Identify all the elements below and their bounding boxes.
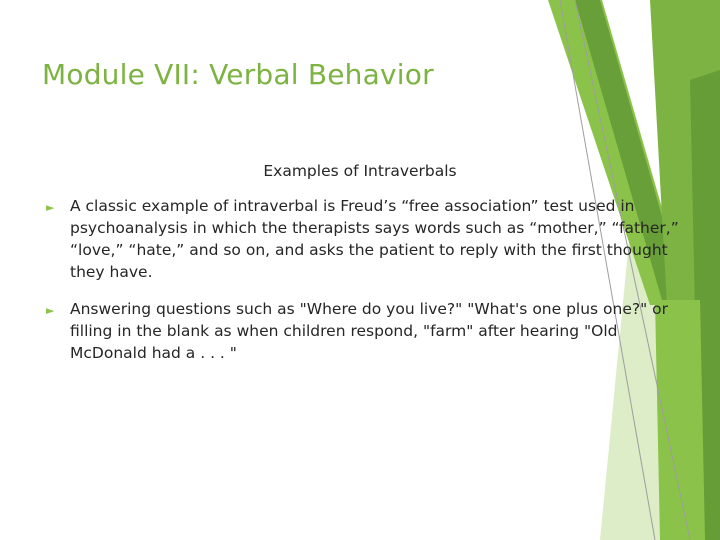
bullet-item xyxy=(46,195,686,283)
bullet-arrow-icon: ► xyxy=(46,304,55,317)
slide-title: Module VII: Verbal Behavior xyxy=(42,58,434,91)
bullet-list xyxy=(46,195,686,379)
bullet-item xyxy=(46,298,686,364)
bullet-text: Answering questions such as "Where do you live?" "What's one plus one?" or filling in the blank as when children respond, "farm" after hearing "Old McDonald had a . . . " xyxy=(70,300,669,362)
slide-subheading: Examples of Intraverbals xyxy=(263,162,457,180)
bullet-text: A classic example of intraverbal is Freud’s “free association” test used in psychoanalysis in which the therapists says words such as “mother,” “father,” “love,” “hate,” and so on, and asks the patient to reply with the first thought they have. xyxy=(70,197,679,281)
bullet-arrow-icon: ► xyxy=(46,201,55,214)
